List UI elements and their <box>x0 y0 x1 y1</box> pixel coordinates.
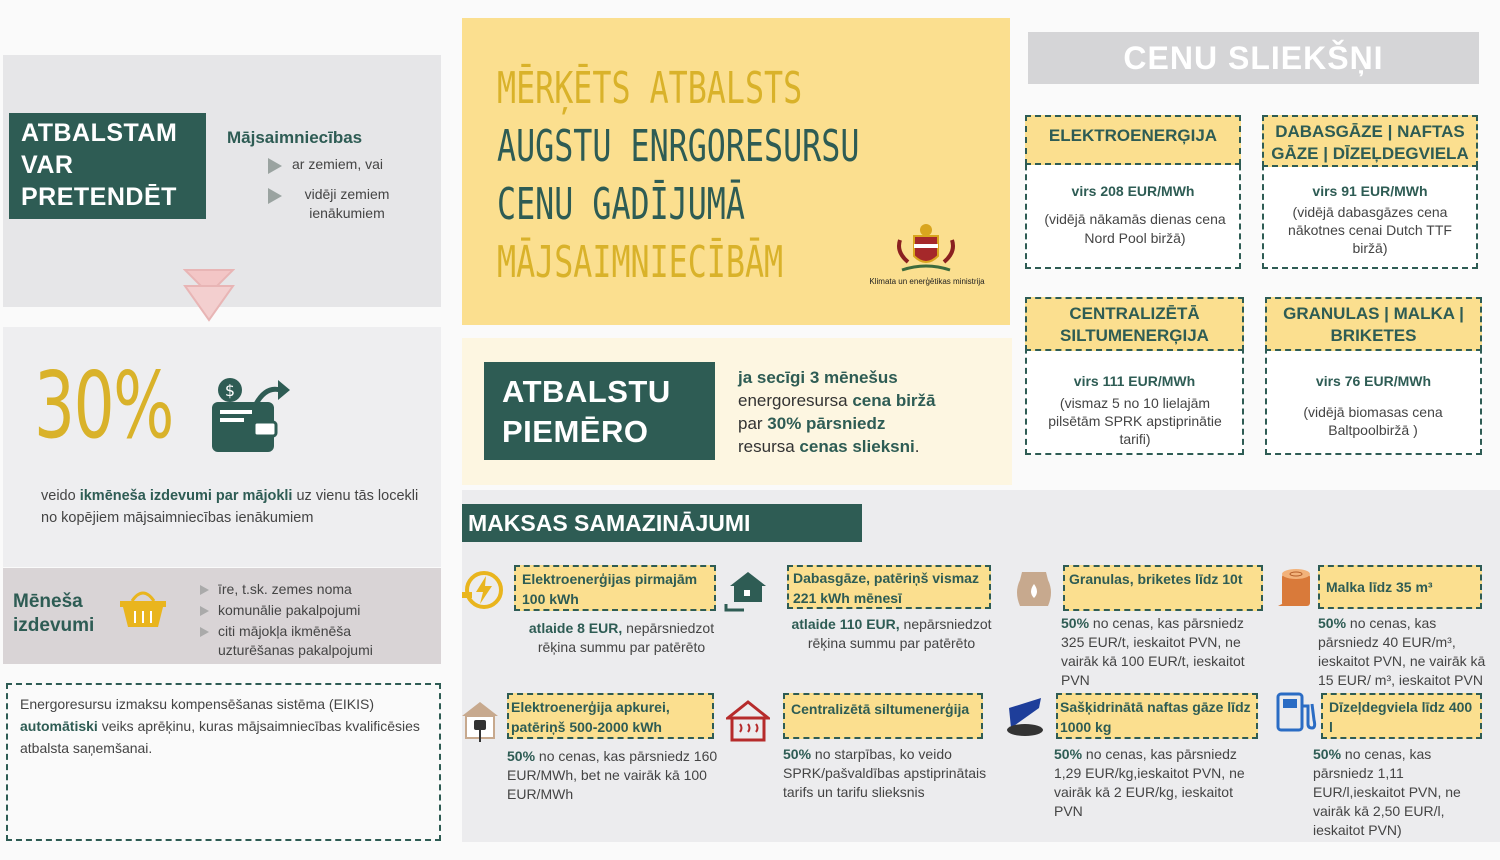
monthly-item: komunālie pakalpojumi <box>200 601 430 620</box>
threshold-label: ELEKTROENERĢIJA <box>1025 115 1241 165</box>
threshold-note: (vidējā biomasas cena Baltpoolbiržā ) <box>1303 404 1443 438</box>
threshold-label: DABASGĀZE | NAFTAS GĀZE | DĪZEĻDEGVIELA <box>1262 115 1478 167</box>
eikis-bold: automātiski <box>20 718 98 734</box>
lpg-cylinder-icon <box>1003 694 1047 738</box>
reduction-text: 50% no cenas, kas pārsniedz 1,29 EUR/kg,ieskaitot PVN, ne vairāk kā 2 EUR/kg, ieskaitot PVN <box>1054 746 1245 819</box>
threshold-value: virs 76 EUR/MWh <box>1315 373 1432 389</box>
reductions-title: MAKSAS SAMAZINĀJUMI <box>462 504 862 542</box>
reduction-label: Sašķidrinātā naftas gāze līdz 1000 kg <box>1056 693 1258 739</box>
apply-text <box>738 366 936 458</box>
apply-line-2: energoresursa cena biržā <box>738 391 936 410</box>
reduction-text: 50% no cenas, kas pārsniedz 325 EUR/t, ieskaitot PVN, ne vairāk kā 100 EUR/t, ieskaitot PVN <box>1061 615 1245 688</box>
threshold-label: CENTRALIZĒTĀ SILTUMENERĢIJA <box>1025 297 1244 351</box>
reduction-label: Malka līdz 35 m³ <box>1318 565 1482 609</box>
reduction-text: atlaide 110 EUR, nepārsniedzot rēķina summu par patērēto <box>791 616 992 651</box>
header-title <box>497 60 859 292</box>
reduction-label: Centralizētā siltumenerģija <box>783 693 983 739</box>
down-arrow-icon <box>183 268 235 324</box>
reduction-text: 50% no cenas, kas pārsniedz 1,11 EUR/l,ieskaitot PVN, ne vairāk kā 2,50 EUR/l, ieskaitot PVN) <box>1313 746 1461 838</box>
threshold-note: (vidējā dabasgāzes cena nākotnes cenai Dutch TTF biržā) <box>1288 204 1452 256</box>
eikis-pre: Energoresursu izmaksu kompensēšanas sistēma (EIKIS) <box>20 696 375 712</box>
bullet-triangle-icon <box>268 158 282 174</box>
header-line-2: AUGSTU ENRGORESURSU <box>497 121 860 172</box>
reduction-label: Elektroenerģijas pirmajām 100 kWh <box>514 565 716 611</box>
threshold-value: virs 208 EUR/MWh <box>1071 183 1195 199</box>
reduction-text: 50% no cenas, kas pārsniedz 40 EUR/m³, ieskaitot PVN, ne vairāk kā 15 EUR/ m³, ieskaitot PVN <box>1318 615 1486 688</box>
reduction-label: Elektroenerģija apkurei, patēriņš 500-2000 kWh <box>507 693 714 739</box>
households-bullet-2: vidēji zemiem ienākumiem <box>304 186 390 221</box>
apply-title: ATBALSTU PIEMĒRO <box>484 362 715 460</box>
ministry-name: Klimata un enerģētikas ministrija <box>869 277 985 286</box>
coat-of-arms-icon <box>894 222 958 274</box>
reduction-label: Dīzeļdegviela līdz 400 l <box>1321 693 1482 739</box>
reduction-label: Granulas, briketes līdz 10t <box>1063 565 1263 611</box>
percent-text-bold: ikmēneša izdevumi par mājokli <box>79 488 293 504</box>
thresholds-title: CENU SLIEKŠŅI <box>1028 32 1479 84</box>
percent-value: 30% <box>34 352 173 459</box>
percent-description <box>41 485 421 529</box>
eikis-box <box>6 683 441 841</box>
reduction-label: Dabasgāze, patēriņš vismaz 221 kWh mēnesī <box>787 565 991 609</box>
apply-line-3: par 30% pārsniedz <box>738 414 886 433</box>
eligible-title: ATBALSTAM VAR PRETENDĒT <box>9 113 206 219</box>
heating-plug-icon <box>458 700 502 744</box>
electricity-icon <box>460 568 504 612</box>
reduction-text: 50% no starpības, ko veido SPRK/pašvaldības apstiprinātais tarifs un tarifu slieksnis <box>783 746 987 800</box>
fuel-pump-icon <box>1274 690 1318 734</box>
threshold-note: (vidējā nākamās dienas cena Nord Pool biržā) <box>1044 211 1226 246</box>
threshold-value: virs 111 EUR/MWh <box>1073 373 1196 389</box>
header-line-4: MĀJSAIMNIECĪBĀM <box>497 237 784 288</box>
monthly-title: Mēneša izdevumi <box>13 591 95 636</box>
basket-icon <box>118 585 168 629</box>
apply-line-4: resursa cenas slieksni. <box>738 437 920 456</box>
threshold-value: virs 91 EUR/MWh <box>1312 183 1428 199</box>
percent-text-pre: veido <box>41 488 80 504</box>
wallet-icon <box>210 374 292 456</box>
threshold-label: GRANULAS | MALKA | BRIKETES <box>1265 297 1482 351</box>
threshold-note: (vismaz 5 no 10 lielajām pilsētām SPRK apstiprinātie tarifi) <box>1048 395 1222 447</box>
monthly-list <box>200 580 430 660</box>
eikis-post: veiks aprēķinu, kuras mājsaimniecības kvalificēsies atbalsta saņemšanai. <box>20 718 420 756</box>
bullet-triangle-icon <box>268 188 282 204</box>
monthly-item: citi mājokļa ikmēnēša uzturēšanas pakalpojumi <box>200 622 430 660</box>
reduction-text: 50% no cenas, kas pārsniedz 160 EUR/MWh, bet ne vairāk kā 100 EUR/MWh <box>507 748 718 802</box>
apply-line-1: ja secīgi 3 mēnešus <box>738 368 898 387</box>
header-line-3: CENU GADĪJUMĀ <box>497 179 745 230</box>
firewood-icon <box>1274 566 1318 610</box>
district-heat-icon <box>726 700 770 744</box>
households-bullet-1: ar zemiem, vai <box>292 156 384 172</box>
households-label: Mājsaimniecības <box>227 128 363 147</box>
reduction-text: atlaide 8 EUR, nepārsniedzot rēķina summu par patērēto <box>528 620 715 655</box>
house-gas-icon <box>724 568 768 612</box>
monthly-item: īre, t.sk. zemes noma <box>200 580 430 599</box>
percent-text-post: uz vienu tās locekli no kopējiem mājsaimniecības ienākumiem <box>41 488 419 526</box>
header-line-1: MĒRĶĒTS ATBALSTS <box>497 63 803 114</box>
svg-text:$: $ <box>224 381 236 400</box>
pellet-bag-icon <box>1012 566 1056 610</box>
